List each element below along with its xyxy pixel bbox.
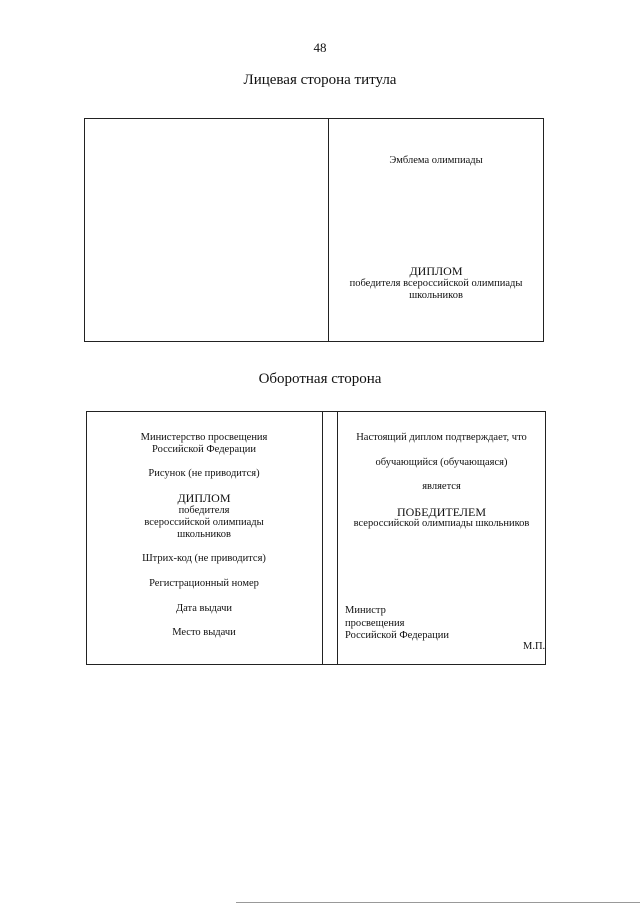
back-fold-line-right (337, 412, 338, 664)
seal-label: М.П. (523, 641, 546, 652)
is-label: является (422, 481, 461, 492)
front-diploma-title: ДИПЛОМ (409, 264, 463, 278)
page-number: 48 (313, 40, 327, 55)
confirm-text: Настоящий диплом подтверждает, что (356, 432, 527, 443)
scan-edge-line (236, 902, 640, 903)
front-heading: Лицевая сторона титула (243, 72, 397, 88)
picture-placeholder: Рисунок (не приводится) (148, 468, 260, 479)
barcode-placeholder: Штрих-код (не приводится) (142, 553, 266, 564)
back-diagram (86, 411, 546, 665)
ministry-line2: Российской Федерации (152, 444, 256, 455)
ministry-line1: Министерство просвещения (140, 432, 268, 443)
front-diploma-line1: победителя всероссийской олимпиады (349, 278, 523, 289)
minister-line3: Российской Федерации (345, 630, 449, 641)
issue-place: Место выдачи (172, 627, 236, 638)
front-fold-line (328, 119, 329, 341)
back-diploma-line1: победителя (178, 505, 230, 516)
registration-number: Регистрационный номер (149, 578, 259, 589)
back-fold-line-left (322, 412, 323, 664)
back-diploma-line3: школьников (177, 529, 231, 540)
back-diploma-line2: всероссийской олимпиады (144, 517, 264, 528)
minister-line1: Министр (345, 605, 386, 616)
winner-label: ПОБЕДИТЕЛЕМ (396, 505, 487, 519)
back-heading: Оборотная сторона (258, 371, 382, 387)
front-diagram (84, 118, 544, 342)
student-label: обучающийся (обучающаяся) (375, 457, 508, 468)
front-diploma-line2: школьников (409, 290, 463, 301)
back-diploma-title: ДИПЛОМ (177, 491, 231, 505)
olympiad-label: всероссийской олимпиады школьников (353, 518, 530, 529)
emblem-label: Эмблема олимпиады (389, 155, 483, 166)
minister-line2: просвещения (345, 618, 405, 629)
issue-date: Дата выдачи (175, 603, 233, 614)
